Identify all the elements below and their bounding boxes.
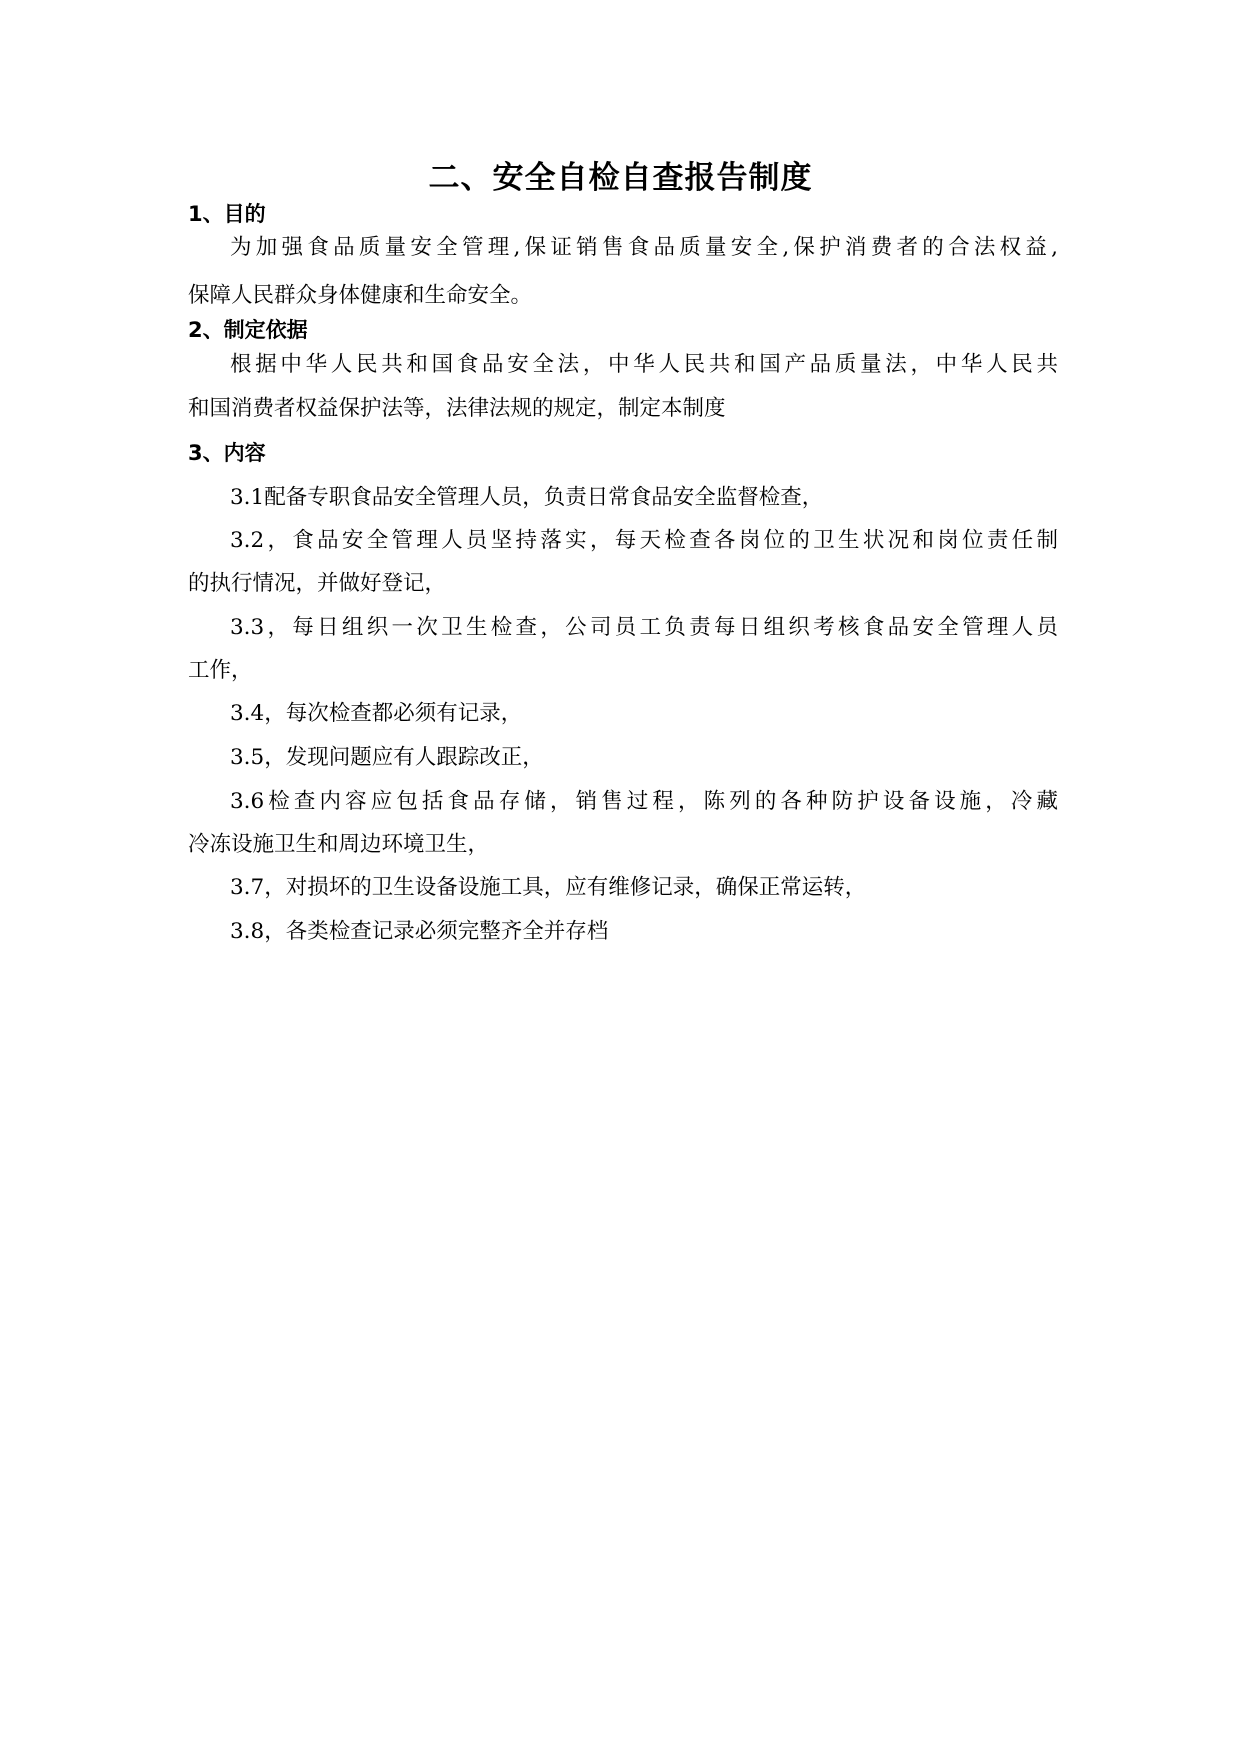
content-item-continuation: 的执行情况，并做好登记， — [188, 571, 447, 596]
content-item: 3.2，食品安全管理人员坚持落实，每天检查各岗位的卫生状况和岗位责任制 — [230, 528, 1058, 553]
paragraph-line: 根据中华人民共和国食品安全法，中华人民共和国产品质量法，中华人民共 — [230, 352, 1058, 377]
content-item: 3.8，各类检查记录必须完整齐全并存档 — [230, 919, 609, 944]
section-heading-basis: 2、制定依据 — [188, 318, 308, 342]
paragraph-line: 和国消费者权益保护法等，法律法规的规定，制定本制度 — [188, 396, 726, 421]
paragraph-line: 为加强食品质量安全管理,保证销售食品质量安全,保护消费者的合法权益, — [230, 235, 1058, 260]
section-heading-content: 3、内容 — [188, 441, 266, 465]
content-item: 3.1配备专职食品安全管理人员，负责日常食品安全监督检查， — [230, 485, 824, 510]
content-item-continuation: 工作， — [188, 658, 253, 683]
content-item: 3.4，每次检查都必须有记录， — [230, 701, 523, 726]
content-item: 3.6检查内容应包括食品存储，销售过程，陈列的各种防护设备设施，冷藏 — [230, 789, 1058, 814]
content-item: 3.7，对损坏的卫生设备设施工具，应有维修记录，确保正常运转， — [230, 875, 867, 900]
content-item: 3.5，发现问题应有人跟踪改正， — [230, 745, 544, 770]
content-item: 3.3，每日组织一次卫生检查，公司员工负责每日组织考核食品安全管理人员 — [230, 615, 1058, 640]
paragraph-line: 保障人民群众身体健康和生命安全。 — [188, 283, 533, 308]
section-heading-purpose: 1、目的 — [188, 202, 266, 226]
content-item-continuation: 冷冻设施卫生和周边环境卫生， — [188, 832, 490, 857]
document-title: 二、安全自检自查报告制度 — [428, 160, 813, 196]
